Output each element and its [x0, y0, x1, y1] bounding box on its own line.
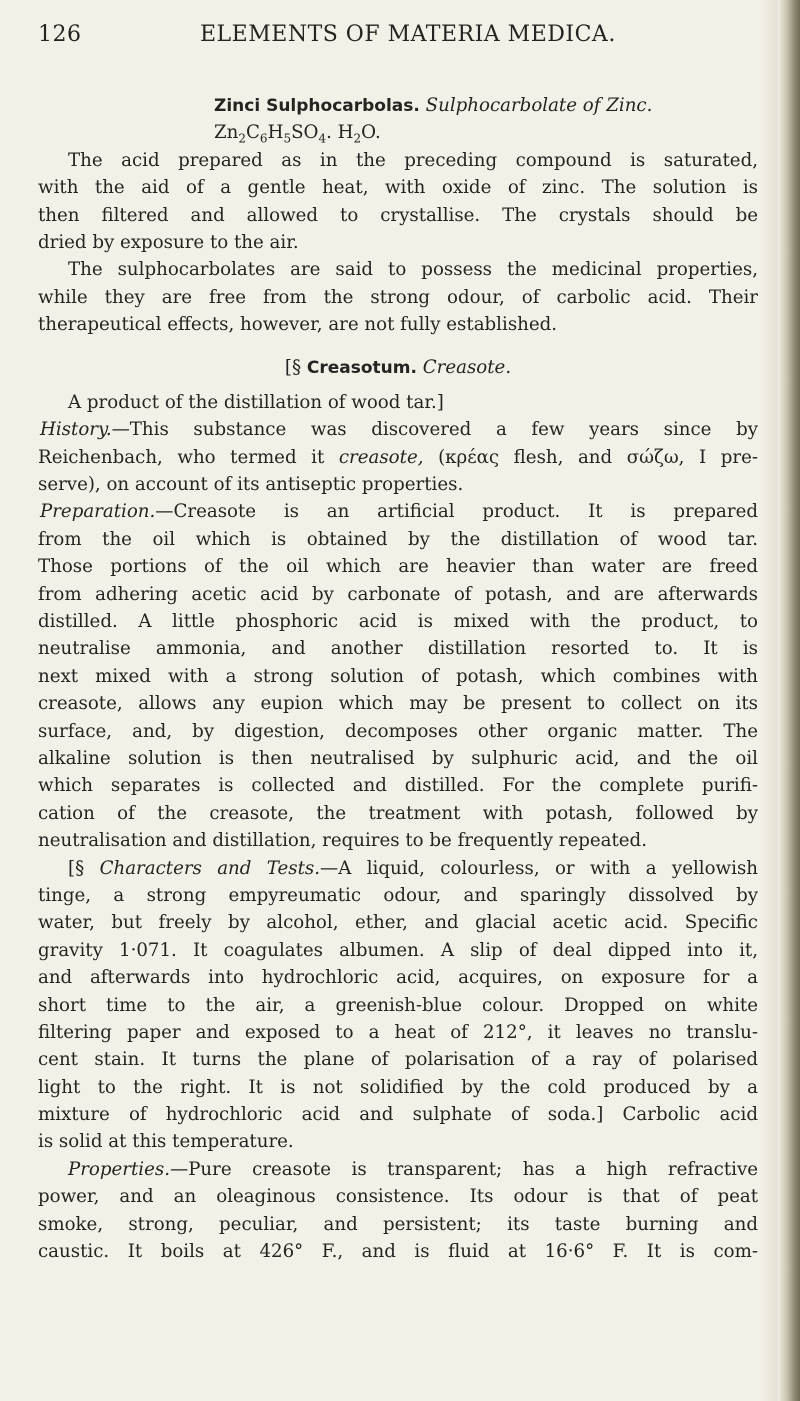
page-gutter-shadow [760, 0, 778, 1401]
characters-line: short time to the air, a greenish-blue colour. Dropped on white [38, 994, 758, 1016]
characters-line: gravity 1·071. It coagulates albumen. A slip of deal dipped into it, [38, 939, 758, 961]
preparation-line: creasote, allows any eupion which may be present to collect on its [38, 693, 758, 715]
creasote-subline: A product of the distillation of wood tar.] [68, 391, 444, 413]
properties-line: smoke, strong, peculiar, and persistent; its taste burning and [38, 1213, 758, 1235]
zinc-formula: $Zn_2C_6H_5SO_4$. $H_2O$. [214, 122, 381, 147]
characters-line: filtering paper and exposed to a heat of 212°, it leaves no translu- [38, 1021, 758, 1043]
creasote-heading-english: Creasote. [422, 356, 512, 378]
properties-line: Properties.—Pure creasote is transparent; has a high refractive [68, 1158, 758, 1180]
characters-label: Characters and Tests. [99, 857, 321, 879]
preparation-line: neutralise ammonia, and another distillation resorted to. It is [38, 638, 758, 660]
zinc-para1-line: dried by exposure to the air. [38, 231, 299, 253]
preparation-line: Preparation.—Creasote is an artificial product. It is prepared [40, 501, 758, 523]
page-number: 126 [38, 22, 82, 47]
zinc-para1-line: with the aid of a gentle heat, with oxide of zinc. The solution is [38, 177, 758, 199]
preparation-label: Preparation. [40, 501, 156, 523]
preparation-line: from adhering acetic acid by carbonate of potash, and are afterwards [38, 583, 758, 605]
properties-label: Properties. [68, 1158, 170, 1180]
properties-line: power, and an oleaginous consistence. Its odour is that of peat [38, 1186, 758, 1208]
creasote-heading-latin: Creasotum. [306, 357, 417, 378]
history-label: History. [40, 419, 112, 441]
characters-line: and afterwards into hydrochloric acid, acquires, on exposure for a [38, 967, 758, 989]
zinc-para2-line: while they are free from the strong odour, of carbolic acid. Their [38, 286, 758, 308]
page-body [38, 92, 758, 1265]
zinc-para2-line: The sulphocarbolates are said to possess the medicinal properties, [68, 259, 758, 281]
preparation-line: neutralisation and distillation, requires to be frequently repeated. [38, 830, 647, 852]
zinc-heading-latin: Zinci Sulphocarbolas. [214, 96, 420, 116]
zinc-para2-line: therapeutical effects, however, are not fully established. [38, 314, 558, 336]
creasote-term: creasote, [338, 446, 424, 468]
characters-line: cent stain. It turns the plane of polarisation of a ray of polarised [38, 1049, 758, 1071]
history-line: serve), on account of its antiseptic properties. [38, 474, 464, 496]
preparation-line: cation of the creasote, the treatment with potash, followed by [38, 802, 758, 824]
characters-line: mixture of hydrochloric acid and sulphate of soda.] Carbolic acid [38, 1104, 758, 1126]
characters-line: water, but freely by alcohol, ether, and glacial acetic acid. Specific [38, 912, 758, 934]
preparation-line: which separates is collected and distilled. For the complete purifi- [38, 775, 758, 797]
properties-line: caustic. It boils at 426° F., and is fluid at 16·6° F. It is com- [38, 1241, 758, 1263]
zinc-para1-line: The acid prepared as in the preceding compound is saturated, [68, 149, 758, 171]
history-line [38, 416, 758, 443]
preparation-line: next mixed with a strong solution of potash, which combines with [38, 665, 758, 687]
history-text: —This substance was discovered a few years since by [111, 419, 758, 441]
preparation-line: surface, and, by digestion, decomposes other organic matter. The [38, 720, 758, 742]
preparation-line: distilled. A little phosphoric acid is mixed with the product, to [38, 611, 758, 633]
characters-line: light to the right. It is not solidified by the cold produced by a [38, 1076, 758, 1098]
preparation-line: from the oil which is obtained by the distillation of wood tar. [38, 528, 758, 550]
book-spine [778, 0, 800, 1401]
preparation-line: Those portions of the oil which are heavier than water are freed [38, 556, 758, 578]
preparation-line: alkaline solution is then neutralised by sulphuric acid, and the oil [38, 747, 758, 769]
characters-line: tinge, a strong empyreumatic odour, and sparingly dissolved by [38, 884, 758, 906]
zinc-heading-english: Sulphocarbolate of Zinc. [425, 95, 653, 116]
creasote-heading-bracket: [§ [284, 356, 302, 378]
zinc-para1-line: then filtered and allowed to crystallise. The crystals should be [38, 204, 758, 226]
zinc-heading [38, 92, 758, 119]
history-line: Reichenbach, who termed it creasote, (κρέας flesh, and σώζω, I pre- [38, 446, 758, 468]
characters-line: [§ Characters and Tests.—A liquid, colourless, or with a yellowish [68, 857, 758, 879]
running-title: ELEMENTS OF MATERIA MEDICA. [200, 22, 616, 47]
characters-line: is solid at this temperature. [38, 1131, 294, 1153]
creasote-heading [38, 354, 758, 381]
characters-bracket: [§ [68, 857, 85, 879]
